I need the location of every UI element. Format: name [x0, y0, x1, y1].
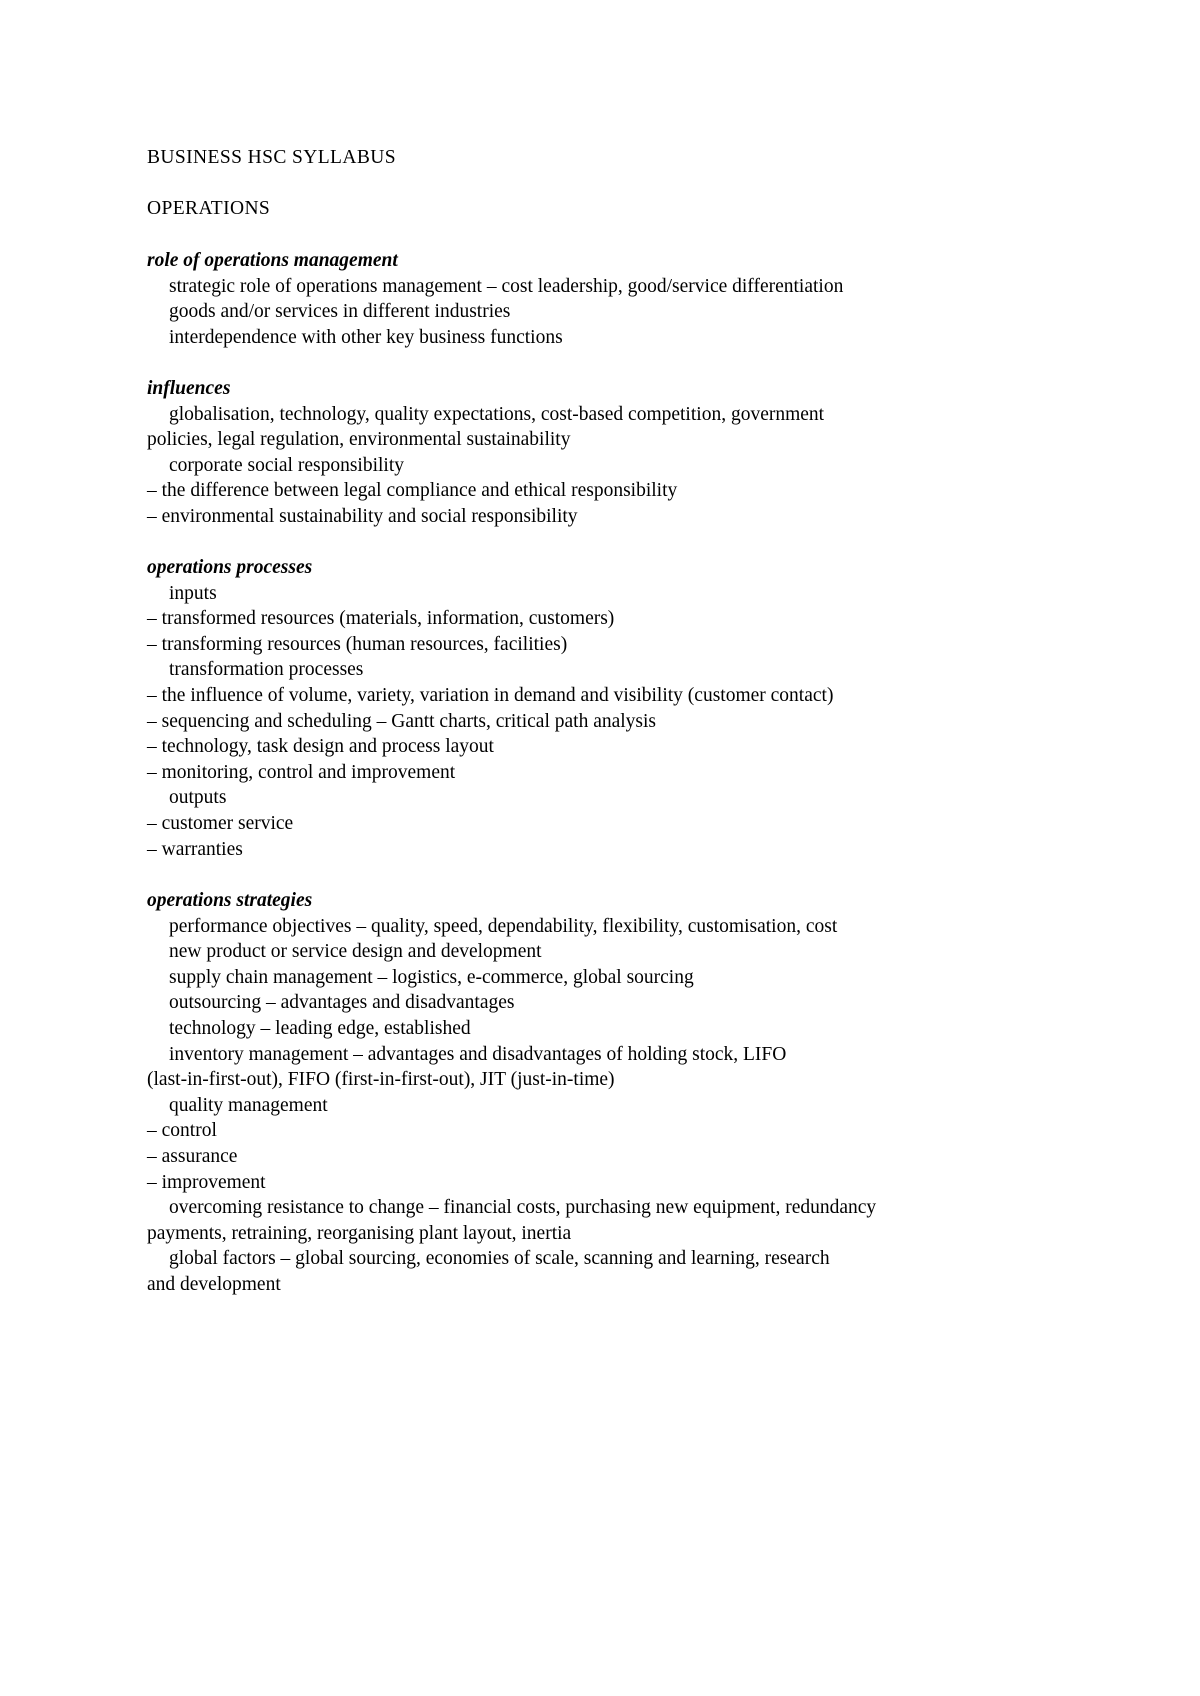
syllabus-line: – the influence of volume, variety, variation in demand and visibility (customer contact): [147, 684, 834, 706]
syllabus-line: globalisation, technology, quality expectations, cost-based competition, government: [169, 403, 825, 425]
syllabus-line: overcoming resistance to change – financial costs, purchasing new equipment, redundancy: [169, 1197, 877, 1219]
syllabus-line: inputs: [169, 582, 217, 604]
topic-heading: role of operations management: [147, 250, 398, 271]
syllabus-line: – monitoring, control and improvement: [147, 761, 456, 783]
syllabus-line: corporate social responsibility: [169, 454, 405, 476]
syllabus-line: – warranties: [147, 838, 243, 860]
syllabus-line: and development: [147, 1273, 281, 1295]
syllabus-line: payments, retraining, reorganising plant layout, inertia: [147, 1222, 572, 1244]
topic-operations-strategies: [147, 888, 1047, 1298]
topic-role-of-operations-management: [147, 248, 1047, 350]
syllabus-line: goods and/or services in different industries: [169, 301, 511, 323]
syllabus-line: – environmental sustainability and social responsibility: [147, 505, 578, 527]
document-title: BUSINESS HSC SYLLABUS: [147, 147, 396, 168]
syllabus-line: new product or service design and development: [169, 941, 542, 963]
syllabus-line: (last-in-first-out), FIFO (first-in-first-out), JIT (just-in-time): [147, 1069, 615, 1091]
syllabus-line: – assurance: [147, 1145, 238, 1167]
syllabus-line: technology – leading edge, established: [169, 1017, 471, 1039]
syllabus-line: global factors – global sourcing, economies of scale, scanning and learning, research: [169, 1248, 830, 1270]
syllabus-line: – control: [147, 1120, 217, 1142]
section-title: OPERATIONS: [147, 198, 271, 219]
topic-influences: [147, 376, 1047, 530]
topic-heading: influences: [147, 378, 231, 399]
syllabus-line: supply chain management – logistics, e-commerce, global sourcing: [169, 966, 694, 988]
syllabus-line: – improvement: [147, 1171, 266, 1193]
syllabus-line: performance objectives – quality, speed, dependability, flexibility, customisation, cost: [169, 915, 838, 937]
syllabus-line: outsourcing – advantages and disadvantages: [169, 992, 515, 1014]
topic-operations-processes: [147, 555, 1047, 862]
syllabus-line: quality management: [169, 1094, 328, 1116]
syllabus-line: – the difference between legal compliance and ethical responsibility: [147, 480, 678, 502]
syllabus-line: interdependence with other key business functions: [169, 326, 563, 348]
syllabus-line: – customer service: [147, 812, 294, 834]
syllabus-line: – technology, task design and process layout: [147, 736, 494, 758]
syllabus-line: strategic role of operations management – cost leadership, good/service differentiation: [169, 275, 844, 297]
syllabus-line: outputs: [169, 787, 227, 809]
syllabus-line: inventory management – advantages and disadvantages of holding stock, LIFO: [169, 1043, 787, 1065]
topic-heading: operations strategies: [147, 890, 313, 911]
syllabus-line: – transformed resources (materials, information, customers): [147, 608, 615, 630]
syllabus-line: transformation processes: [169, 659, 364, 681]
syllabus-line: policies, legal regulation, environmental sustainability: [147, 429, 571, 451]
syllabus-line: – sequencing and scheduling – Gantt charts, critical path analysis: [147, 710, 657, 732]
topic-heading: operations processes: [147, 557, 313, 578]
syllabus-line: – transforming resources (human resources, facilities): [147, 633, 568, 655]
